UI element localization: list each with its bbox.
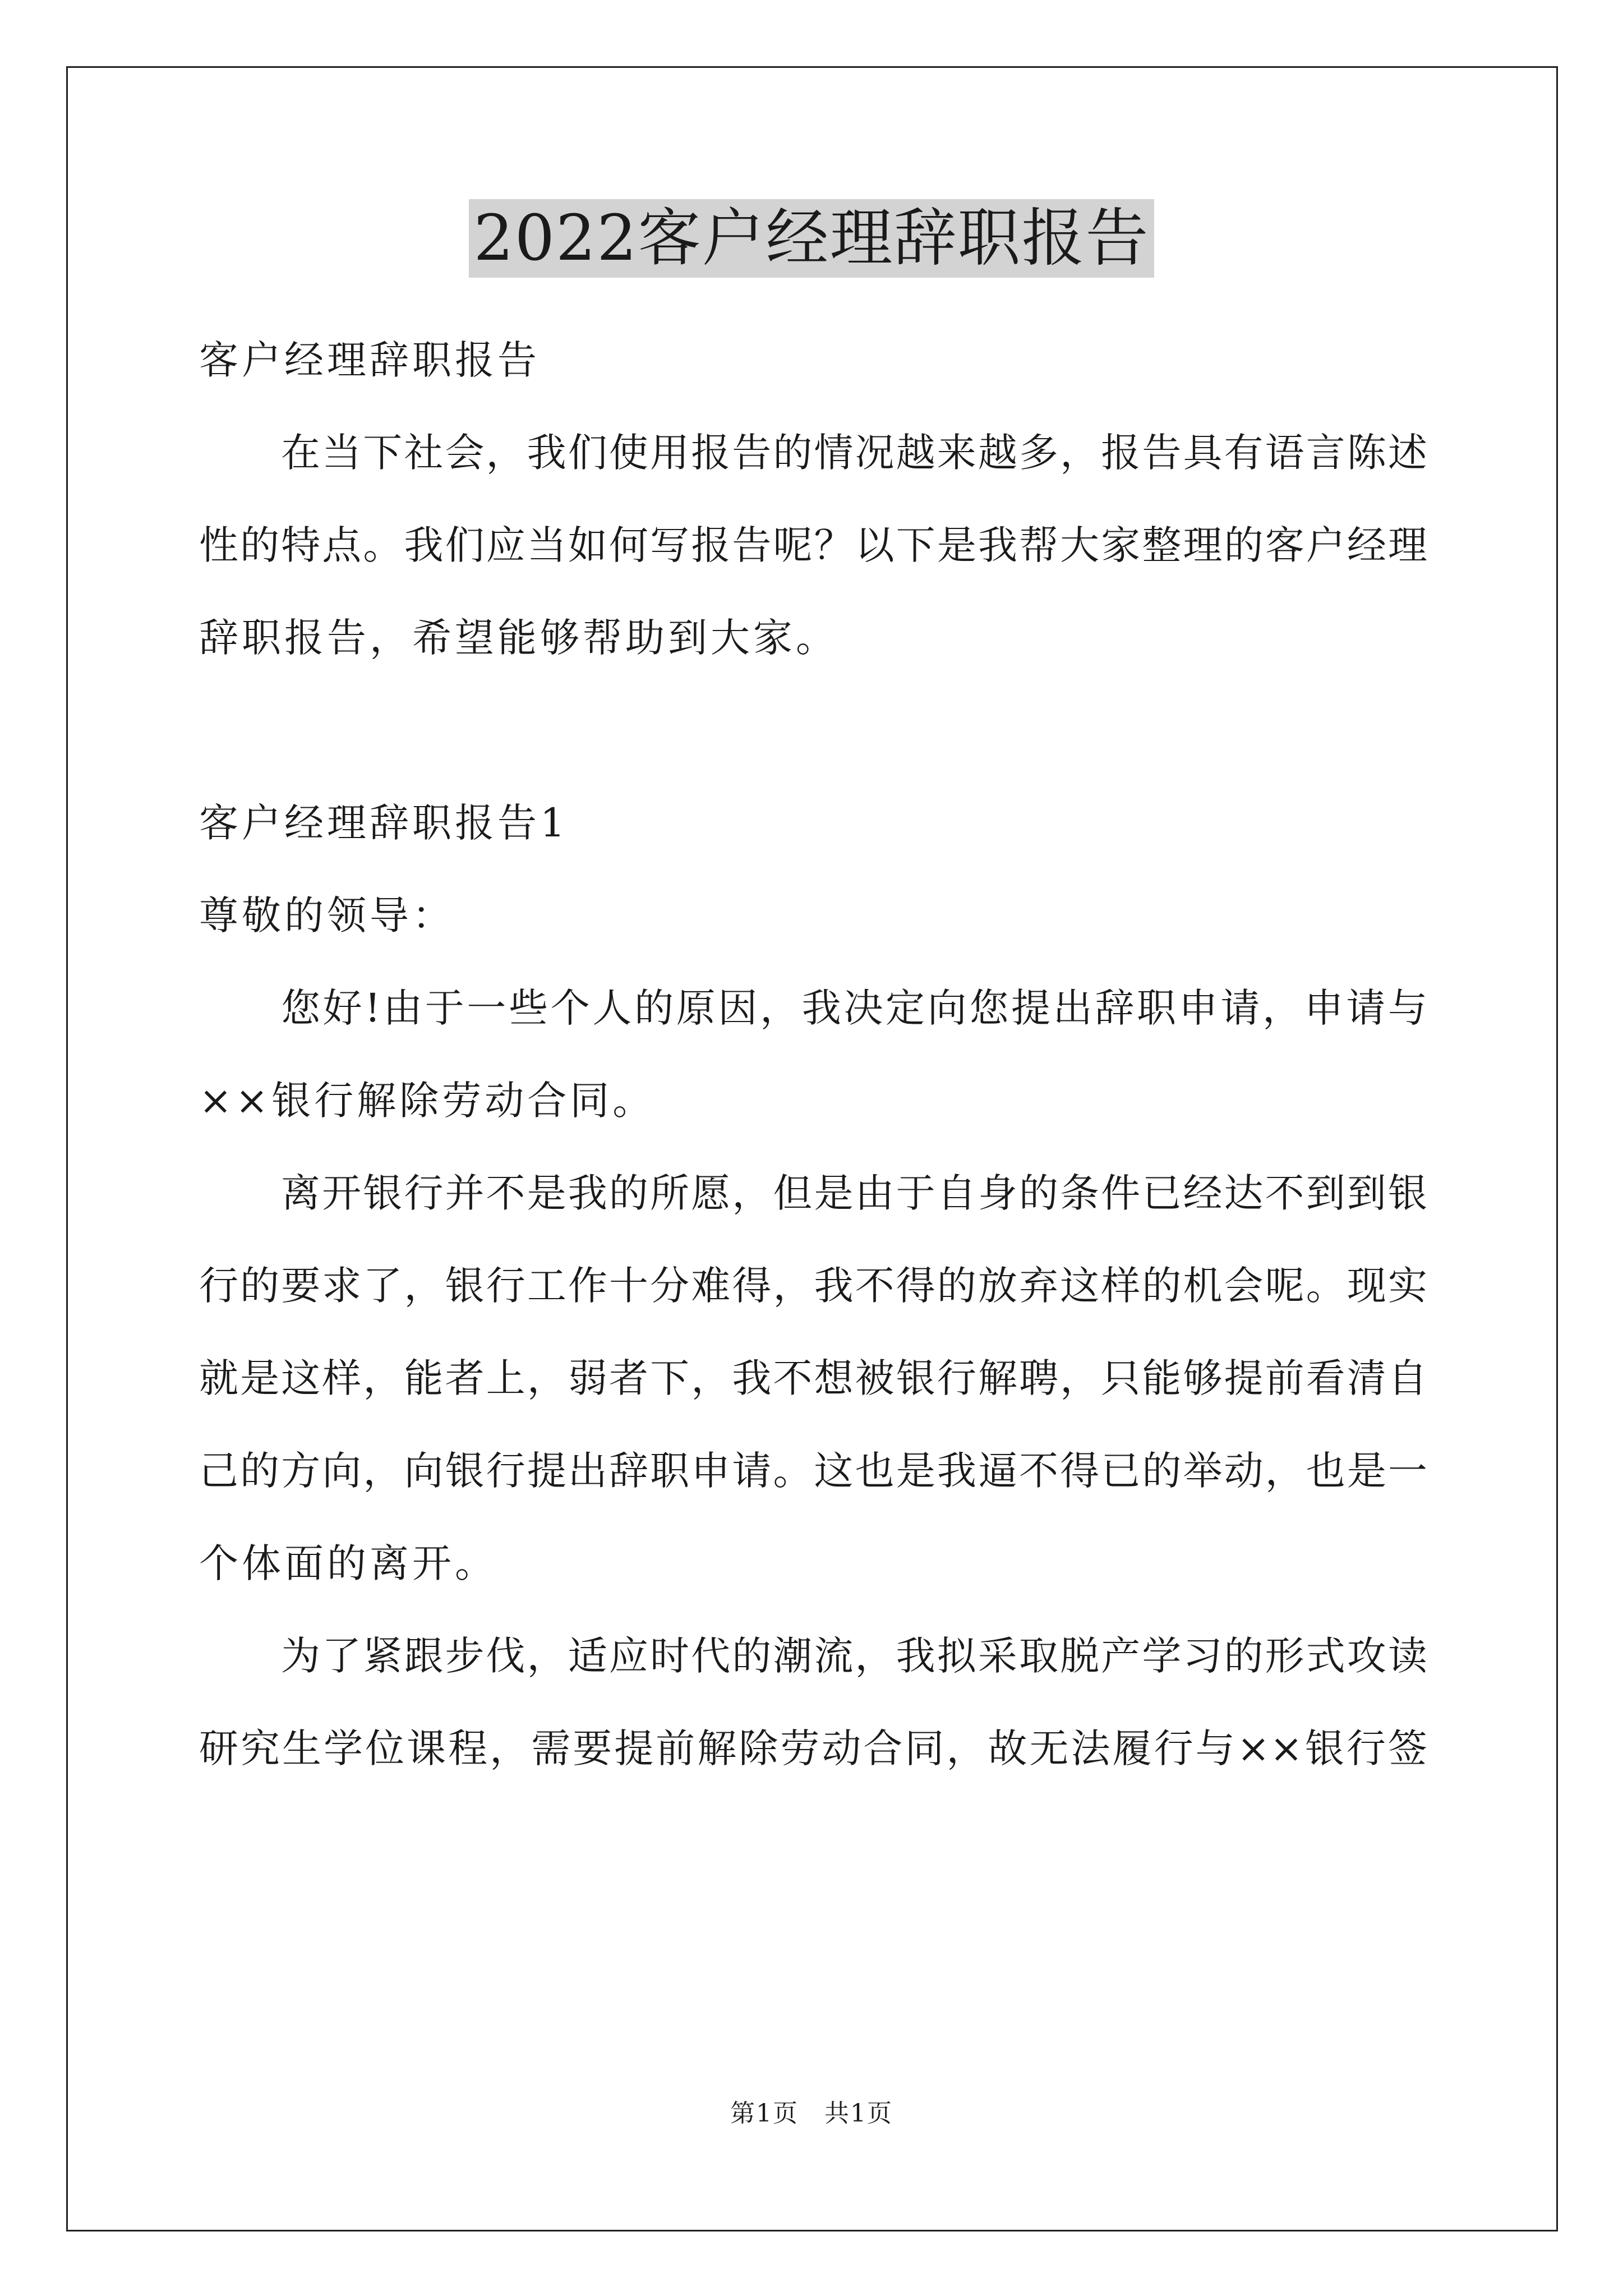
intro-line: 性的特点。我们应当如何写报告呢？以下是我帮大家整理的客户经理	[199, 522, 1427, 568]
paragraph-gap	[199, 684, 1427, 777]
paragraph1-line: 您好!由于一些个人的原因，我决定向您提出辞职申请，申请与	[281, 985, 1427, 1031]
paragraph2-line: 离开银行并不是我的所愿，但是由于自身的条件已经达不到到银	[281, 1170, 1427, 1216]
paragraph3-line: 为了紧跟步伐，适应时代的潮流，我拟采取脱产学习的形式攻读	[281, 1633, 1427, 1679]
subtitle: 客户经理辞职报告	[199, 337, 540, 383]
section-heading: 客户经理辞职报告1	[199, 800, 569, 846]
document-title: 2022客户经理辞职报告	[469, 199, 1154, 278]
intro-line: 在当下社会，我们使用报告的情况越来越多，报告具有语言陈述	[281, 430, 1427, 476]
intro-line: 辞职报告，希望能够帮助到大家。	[199, 615, 838, 661]
paragraph3-line: 研究生学位课程，需要提前解除劳动合同，故无法履行与××银行签	[199, 1726, 1427, 1772]
document-body	[199, 314, 1427, 1795]
title-container	[0, 199, 1623, 278]
paragraph2-line: 己的方向，向银行提出辞职申请。这也是我逼不得已的举动，也是一	[199, 1448, 1427, 1494]
paragraph2-line: 个体面的离开。	[199, 1540, 497, 1586]
paragraph2-line: 就是这样，能者上，弱者下，我不想被银行解聘，只能够提前看清自	[199, 1355, 1427, 1401]
paragraph1-line: ××银行解除劳动合同。	[199, 1078, 656, 1124]
page-footer: 第1页 共1页	[730, 2099, 893, 2128]
salutation: 尊敬的领导：	[199, 892, 455, 938]
paragraph2-line: 行的要求了，银行工作十分难得，我不得的放弃这样的机会呢。现实	[199, 1263, 1427, 1309]
